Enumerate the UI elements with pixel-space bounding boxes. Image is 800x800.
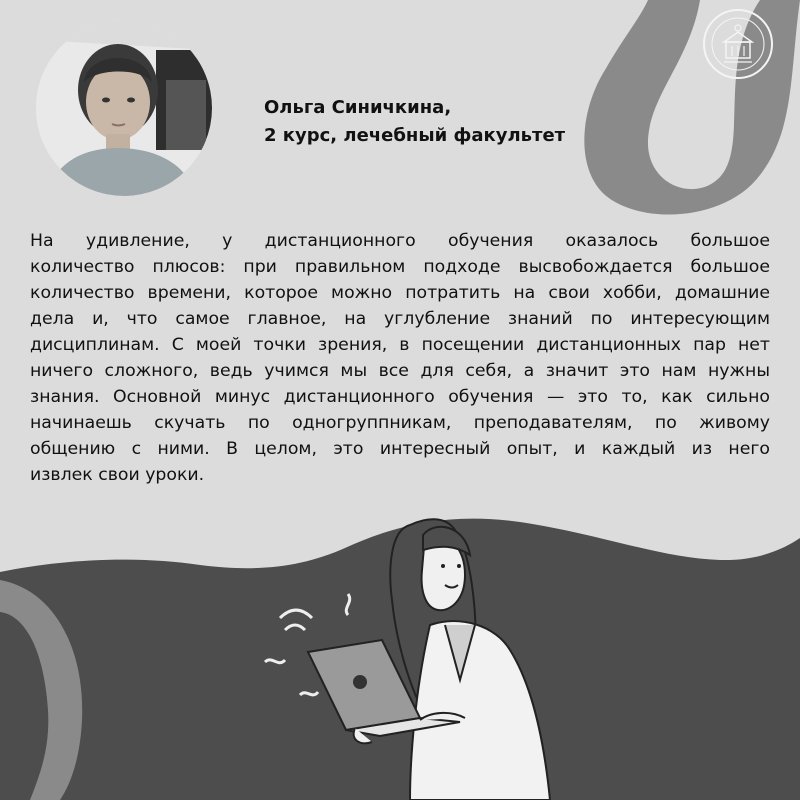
quote-line: На удивление, у дистанционного обучения оказалось большое (30, 231, 770, 251)
quote-line: количество плюсов: при правильном подходе высвобождается большое (30, 257, 770, 277)
quote-line: начинаешь скучать по одногруппникам, преподавателям, по живому (30, 413, 770, 433)
quote-line: дисциплинам. С моей точки зрения, в посещении дистанционных пар нет (30, 335, 770, 355)
quote-text (30, 228, 770, 488)
author-caption (264, 94, 565, 150)
quote-line: количество времени, которое можно потратить на свои хобби, домашние (30, 283, 770, 303)
author-course: 2 курс, лечебный факультет (264, 125, 566, 146)
author-name: Ольга Синичкина, (264, 97, 452, 118)
quote-line: общению с ними. В целом, это интересный опыт, и каждый из него (30, 439, 770, 459)
quote-line: извлек свои уроки. (30, 465, 205, 485)
quote-line: знания. Основной минус дистанционного обучения — это то, как сильно (30, 387, 770, 407)
university-seal-logo (702, 8, 774, 80)
quote-line: дела и, что самое главное, на углубление знаний по интересующим (30, 309, 770, 329)
author-avatar (36, 20, 212, 196)
quote-line: ничего сложного, ведь учимся мы все для себя, а значит это нам нужны (30, 361, 770, 381)
woman-with-laptop-illustration (260, 490, 590, 800)
